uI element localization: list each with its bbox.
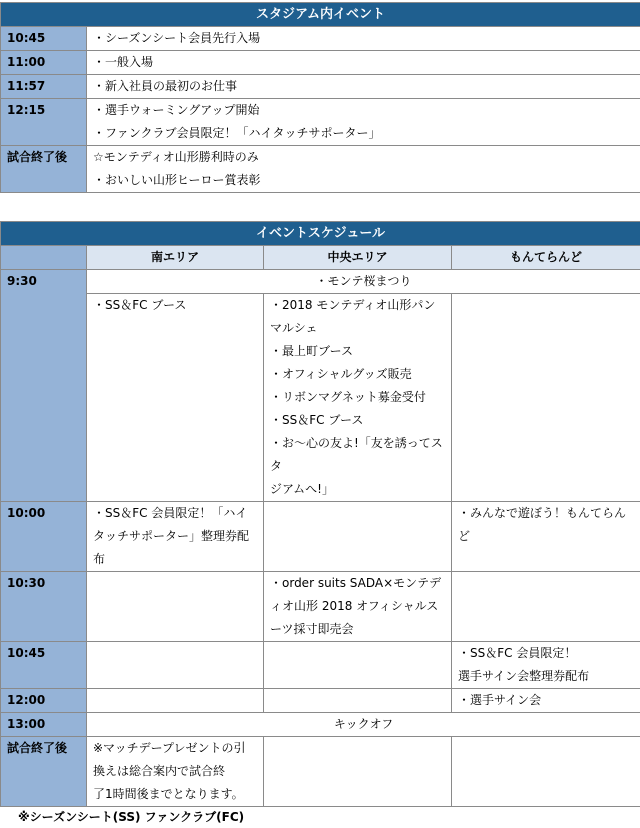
table-row — [1, 502, 640, 572]
table-row — [1, 51, 640, 75]
table-row — [1, 713, 640, 737]
event-item: ☆モンテディオ山形勝利時のみ — [93, 150, 259, 164]
table-row — [1, 294, 640, 502]
montelando-cell: ・みんなで遊ぼう！もんてらん ど — [452, 502, 640, 572]
column-header-montelando: もんてらんど — [452, 246, 640, 270]
column-header-central: 中央エリア — [264, 246, 452, 270]
column-header-row — [1, 246, 640, 270]
event-item: ・新入社員の最初のお仕事 — [93, 79, 238, 93]
time-cell: 11:00 — [1, 51, 87, 75]
event-item: ・おいしい山形ヒーロー賞表彰 — [93, 173, 261, 187]
montelando-cell — [452, 572, 640, 642]
time-cell: 試合終了後 — [1, 737, 87, 807]
central-cell — [264, 502, 452, 572]
table-row — [1, 270, 640, 294]
south-cell — [87, 642, 264, 689]
event-item: ・一般入場 — [93, 55, 154, 69]
time-cell: 13:00 — [1, 713, 87, 737]
table-row — [1, 75, 640, 99]
event-schedule-table — [0, 221, 640, 807]
time-cell: 10:30 — [1, 572, 87, 642]
south-cell — [87, 689, 264, 713]
time-cell: 12:15 — [1, 99, 87, 146]
stadium-events-title: スタジアム内イベント — [1, 3, 640, 27]
south-cell: ・SS＆FC 会員限定！「ハイ タッチサポーター」整理券配 布 — [87, 502, 264, 572]
time-cell: 10:45 — [1, 27, 87, 51]
time-cell: 9:30 — [1, 270, 87, 502]
time-cell: 試合終了後 — [1, 146, 87, 193]
central-cell: ・order suits SADA×モンテデ ィオ山形 2018 オフィシャルス ーツ採寸即売会 — [264, 572, 452, 642]
montelando-cell — [452, 294, 640, 502]
table-row — [1, 572, 640, 642]
time-cell: 10:00 — [1, 502, 87, 572]
south-cell: ※マッチデープレゼントの引 換えは総合案内で試合終 了1時間後までとなります。 — [87, 737, 264, 807]
montelando-cell — [452, 737, 640, 807]
central-cell — [264, 642, 452, 689]
central-cell: ・2018 モンテディオ山形パン マルシェ ・最上町ブース ・オフィシャルグッズ販売 ・リボンマグネット募金受付 ・SS＆FC ブース ・お～心の友よ!「友を誘ってスタ ジアムへ!」 — [264, 294, 452, 502]
south-cell: ・SS＆FC ブース — [87, 294, 264, 502]
central-cell — [264, 737, 452, 807]
time-cell: 12:00 — [1, 689, 87, 713]
stadium-events-table — [0, 2, 640, 193]
montelando-cell: ・SS＆FC 会員限定！ 選手サイン会整理券配布 — [452, 642, 640, 689]
table-row — [1, 146, 640, 193]
table-row — [1, 642, 640, 689]
south-cell — [87, 572, 264, 642]
spanning-event: キックオフ — [87, 713, 640, 737]
event-item: ・シーズンシート会員先行入場 — [93, 31, 261, 45]
table-row — [1, 99, 640, 146]
table-row — [1, 689, 640, 713]
column-header-south: 南エリア — [87, 246, 264, 270]
time-cell: 10:45 — [1, 642, 87, 689]
footnote: ※シーズンシート(SS) ファンクラブ(FC) — [18, 810, 245, 824]
event-item: ・ファンクラブ会員限定！「ハイタッチサポーター」 — [93, 126, 381, 140]
central-cell — [264, 689, 452, 713]
event-schedule-title: イベントスケジュール — [1, 222, 640, 246]
event-item: ・選手ウォーミングアップ開始 — [93, 103, 260, 117]
montelando-cell: ・選手サイン会 — [452, 689, 640, 713]
table-row — [1, 737, 640, 807]
spanning-event: ・モンテ桜まつり — [87, 270, 640, 294]
table-row — [1, 27, 640, 51]
time-cell: 11:57 — [1, 75, 87, 99]
